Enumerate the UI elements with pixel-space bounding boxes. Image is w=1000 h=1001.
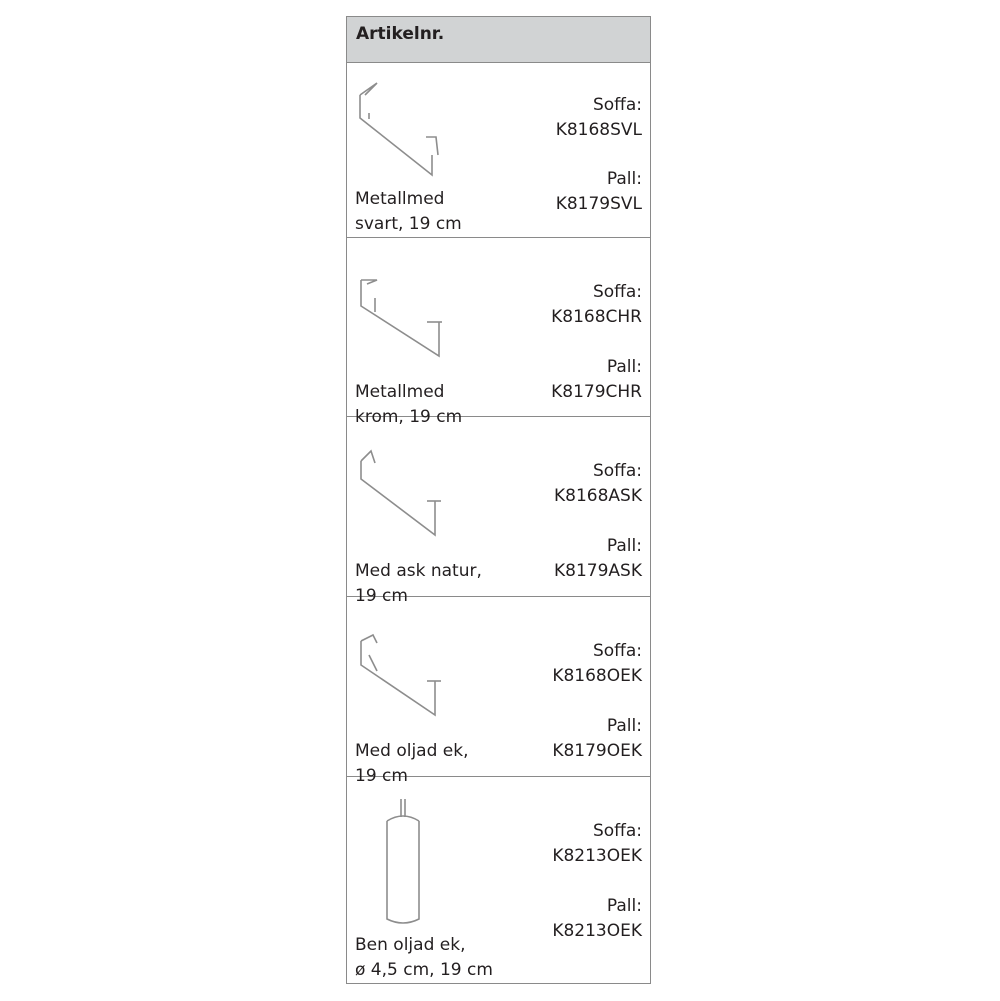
product-name: Med oljad ek, 19 cm: [355, 741, 469, 786]
table-row: [347, 238, 650, 427]
sofa-article-number: Soffa: K8168OEK: [552, 641, 642, 686]
article-number-table: [346, 16, 651, 984]
table-row: [347, 777, 650, 983]
pall-article-number: Pall: K8179OEK: [552, 716, 642, 761]
metal-frame-leg-icon: [347, 597, 487, 722]
table-row: [347, 417, 650, 606]
product-name: Metallmed krom, 19 cm: [355, 382, 463, 427]
round-wooden-leg-icon: [347, 777, 487, 927]
pall-article-number: Pall: K8179ASK: [554, 536, 642, 581]
sofa-article-number: Soffa: K8168CHR: [551, 282, 642, 327]
sofa-article-number: Soffa: K8168SVL: [555, 95, 642, 140]
metal-frame-leg-icon: [347, 238, 487, 363]
product-name: Ben oljad ek, ø 4,5 cm, 19 cm: [355, 935, 493, 980]
metal-frame-leg-icon: [347, 63, 487, 183]
table-row: [347, 63, 650, 238]
metal-frame-leg-icon: [347, 417, 487, 542]
header-title: Artikelnr.: [356, 24, 445, 44]
product-name: Metallmed svart, 19 cm: [355, 189, 462, 234]
pall-article-number: Pall: K8179CHR: [551, 357, 642, 402]
pall-article-number: Pall: K8213OEK: [552, 896, 642, 941]
pall-article-number: Pall: K8179SVL: [555, 169, 642, 214]
table-header: [347, 17, 650, 63]
sofa-article-number: Soffa: K8213OEK: [552, 821, 642, 866]
sofa-article-number: Soffa: K8168ASK: [554, 461, 642, 506]
table-row: [347, 597, 650, 786]
product-name: Med ask natur, 19 cm: [355, 561, 482, 606]
